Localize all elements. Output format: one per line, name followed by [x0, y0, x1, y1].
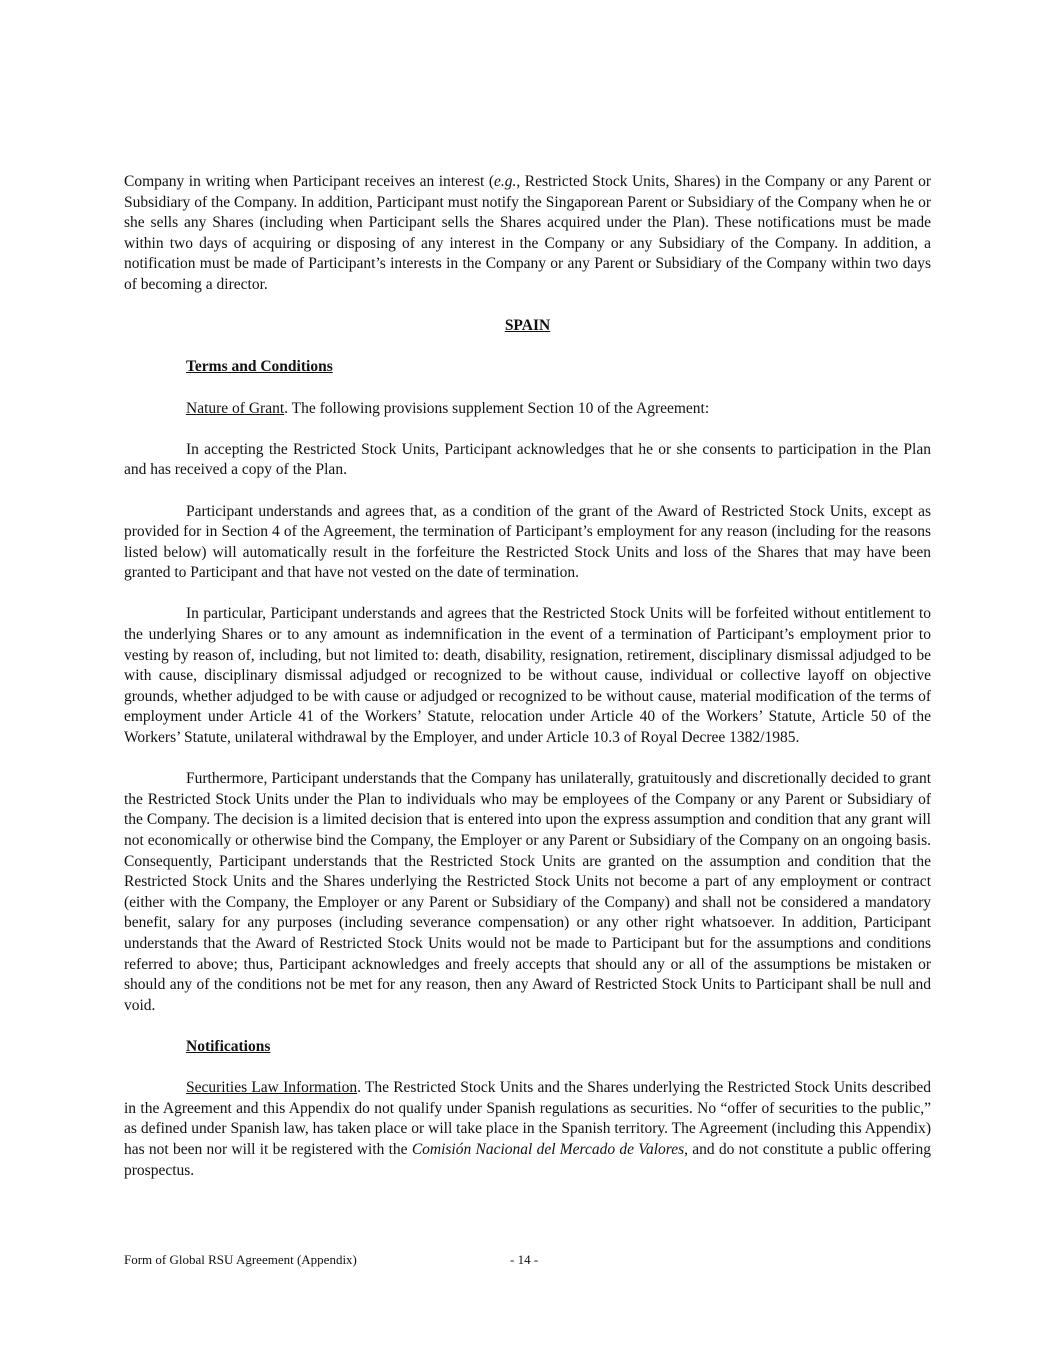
country-heading: SPAIN: [504, 317, 551, 335]
notifications-heading: Notifications: [186, 1037, 271, 1055]
body-paragraph: In accepting the Restricted Stock Units, Participant acknowledges that he or she consents to participation in the Plan and has received a copy of the Plan.: [124, 440, 931, 479]
body-paragraph: Participant understands and agrees that, as a condition of the grant of the Award of Restricted Stock Units, except as provided for in Section 4 of the Agreement, the termination of Participant’s employment for any reason (including for the reasons listed below) will automatically result in the forfeiture the Restricted Stock Units and loss of the Shares that may have been granted to Participant and that have not vested on the date of termination.: [124, 502, 931, 582]
document-body: [124, 172, 931, 1202]
terms-heading: Terms and Conditions: [186, 358, 333, 376]
page-number: - 14 -: [510, 1252, 539, 1267]
securities-law-label: Securities Law Information: [186, 1079, 358, 1097]
nature-of-grant-paragraph: Nature of Grant. The following provisions supplement Section 10 of the Agreement:: [186, 399, 710, 417]
body-paragraph: In particular, Participant understands and agrees that the Restricted Stock Units will be forfeited without entitlement to the underlying Shares or to any amount as indemnification in the event of a termination of Participant’s employment prior to vesting by reason of, including, but not limited to: death, disability, resignation, retirement, disciplinary dismissal adjudged to be with cause, disciplinary dismissal adjudged or recognized to be without cause, individual or collective layoff on objective grounds, whether adjudged to be with cause or adjudged or recognized to be without cause, material modification of the terms of employment under Article 41 of the Workers’ Statute, relocation under Article 40 of the Workers’ Statute, Article 50 of the Workers’ Statute, unilateral withdrawal by the Employer, and under Article 10.3 of Royal Decree 1382/1985.: [124, 605, 931, 747]
footer-document-title: Form of Global RSU Agreement (Appendix): [124, 1252, 357, 1267]
body-paragraph: Furthermore, Participant understands that the Company has unilaterally, gratuitously and discretionally decided to grant the Restricted Stock Units under the Plan to individuals who may be employees of the Company or any Parent or Subsidiary of the Company. The decision is a limited decision that is entered into upon the express assumption and condition that any grant will not economically or otherwise bind the Company, the Employer or any Parent or Subsidiary of the Company on an ongoing basis. Consequently, Participant understands that the Restricted Stock Units are granted on the assumption and condition that the Restricted Stock Units and the Shares underlying the Restricted Stock Units not become a part of any employment or contract (either with the Company, the Employer or any Parent or Subsidiary of the Company) and shall not be considered a mandatory benefit, salary for any purposes (including severance compensation) or any other right whatsoever. In addition, Participant understands that the Award of Restricted Stock Units would not be made to Participant but for the assumptions and conditions referred to above; thus, Participant acknowledges and freely accepts that should any or all of the assumptions be mistaken or should any of the conditions not be met for any reason, then any Award of Restricted Stock Units to Participant shall be null and void.: [124, 770, 931, 1014]
nature-of-grant-label: Nature of Grant: [186, 399, 285, 417]
intro-paragraph: Company in writing when Participant receives an interest (e.g., Restricted Stock Units, Shares) in the Company or any Parent or Subsidiary of the Company. In addition, Participant must notify the Singaporean Parent or Subsidiary of the Company when he or she sells any Shares (including when Participant sells the Shares acquired under the Plan). These notifications must be made within two days of acquiring or disposing of any interest in the Company or any Subsidiary of the Company. In addition, a notification must be made of Participant’s interests in the Company or any Parent or Subsidiary of the Company within two days of becoming a director.: [124, 173, 931, 293]
securities-law-paragraph: Securities Law Information. The Restricted Stock Units and the Shares underlying the Restricted Stock Units described in the Agreement and this Appendix do not qualify under Spanish regulations as securities. No “offer of securities to the public,” as defined under Spanish law, has taken place or will take place in the Spanish territory. The Agreement (including this Appendix) has not been nor will it be registered with the Comisión Nacional del Mercado de Valores, and do not constitute a public offering prospectus.: [124, 1079, 932, 1179]
